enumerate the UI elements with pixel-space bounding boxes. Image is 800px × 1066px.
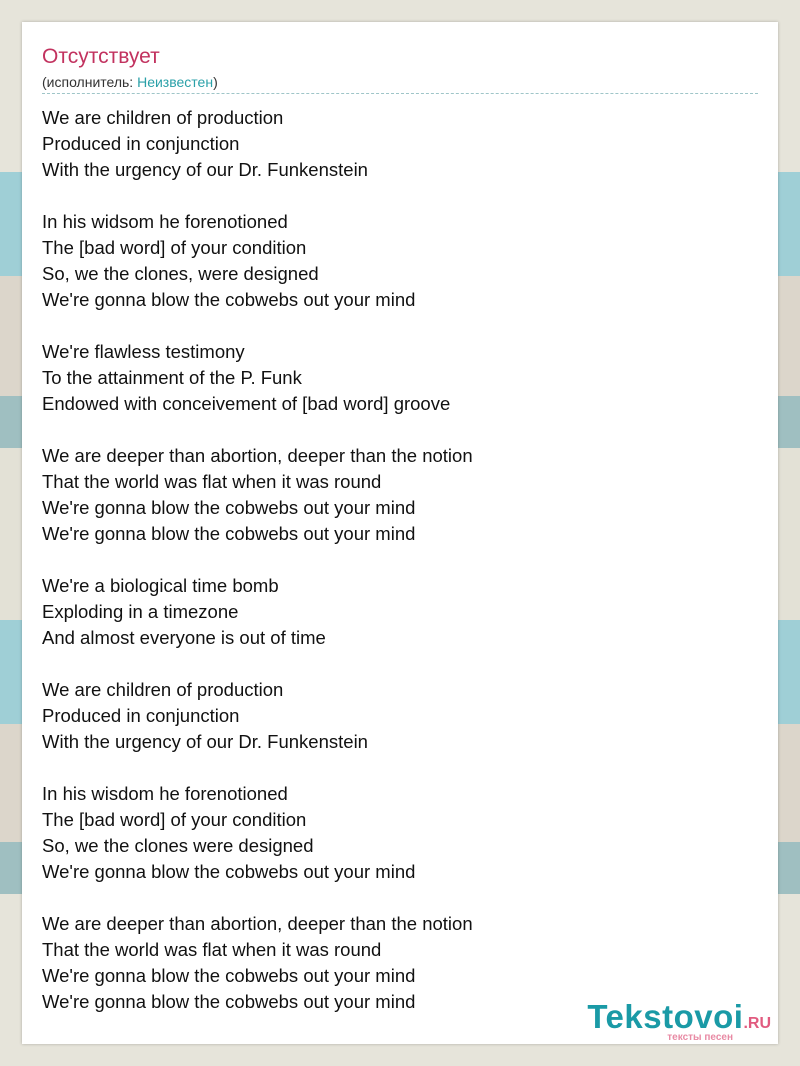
lyric-line: The [bad word] of your condition — [42, 237, 307, 258]
lyric-line: Produced in conjunction — [42, 133, 240, 154]
lyric-line: Exploding in a timezone — [42, 601, 239, 622]
lyrics-card — [22, 22, 778, 1044]
lyric-line: We're gonna blow the cobwebs out your mind — [42, 497, 416, 518]
lyric-line: We are deeper than abortion, deeper than the notion — [42, 445, 473, 466]
logo-name: Tekstovoi — [587, 998, 744, 1035]
lyrics-stanza — [42, 105, 742, 183]
lyrics-stanza — [42, 781, 742, 885]
lyric-line: Endowed with conceivement of [bad word] groove — [42, 393, 451, 414]
lyric-line: We're a biological time bomb — [42, 575, 279, 596]
artist-line — [42, 73, 218, 91]
lyric-line: In his widsom he forenotioned — [42, 211, 288, 232]
lyric-line: That the world was flat when it was round — [42, 939, 382, 960]
lyrics-stanza — [42, 209, 742, 313]
lyric-line: With the urgency of our Dr. Funkenstein — [42, 159, 368, 180]
lyrics-stanza — [42, 339, 742, 417]
lyric-line: We're gonna blow the cobwebs out your mind — [42, 965, 416, 986]
header-divider — [42, 93, 758, 94]
lyrics-stanza — [42, 677, 742, 755]
lyric-line: So, we the clones, were designed — [42, 263, 319, 284]
artist-suffix: ) — [213, 74, 218, 90]
lyric-line: With the urgency of our Dr. Funkenstein — [42, 731, 368, 752]
lyric-line: To the attainment of the P. Funk — [42, 367, 302, 388]
lyric-line: The [bad word] of your condition — [42, 809, 307, 830]
lyric-line: Produced in conjunction — [42, 705, 240, 726]
logo-tld: .RU — [743, 1015, 771, 1032]
lyric-line: We are children of production — [42, 107, 284, 128]
lyric-line: In his wisdom he forenotioned — [42, 783, 288, 804]
song-title: Отсутствует — [42, 45, 160, 68]
lyric-line: We're flawless testimony — [42, 341, 245, 362]
artist-link[interactable]: Неизвестен — [137, 74, 214, 90]
lyric-line: We're gonna blow the cobwebs out your mind — [42, 991, 416, 1012]
lyrics-body — [42, 105, 742, 1041]
artist-prefix: (исполнитель: — [42, 74, 138, 90]
lyric-line: That the world was flat when it was round — [42, 471, 382, 492]
lyric-line: We're gonna blow the cobwebs out your mind — [42, 289, 416, 310]
lyric-line: So, we the clones were designed — [42, 835, 314, 856]
lyric-line: We are children of production — [42, 679, 284, 700]
site-logo[interactable] — [587, 999, 771, 1042]
lyric-line: We're gonna blow the cobwebs out your mind — [42, 861, 416, 882]
lyric-line: We're gonna blow the cobwebs out your mind — [42, 523, 416, 544]
logo-tagline: тексты песен — [667, 1032, 733, 1043]
lyrics-stanza — [42, 443, 742, 547]
lyric-line: We are deeper than abortion, deeper than the notion — [42, 913, 473, 934]
lyrics-stanza — [42, 573, 742, 651]
lyric-line: And almost everyone is out of time — [42, 627, 326, 648]
